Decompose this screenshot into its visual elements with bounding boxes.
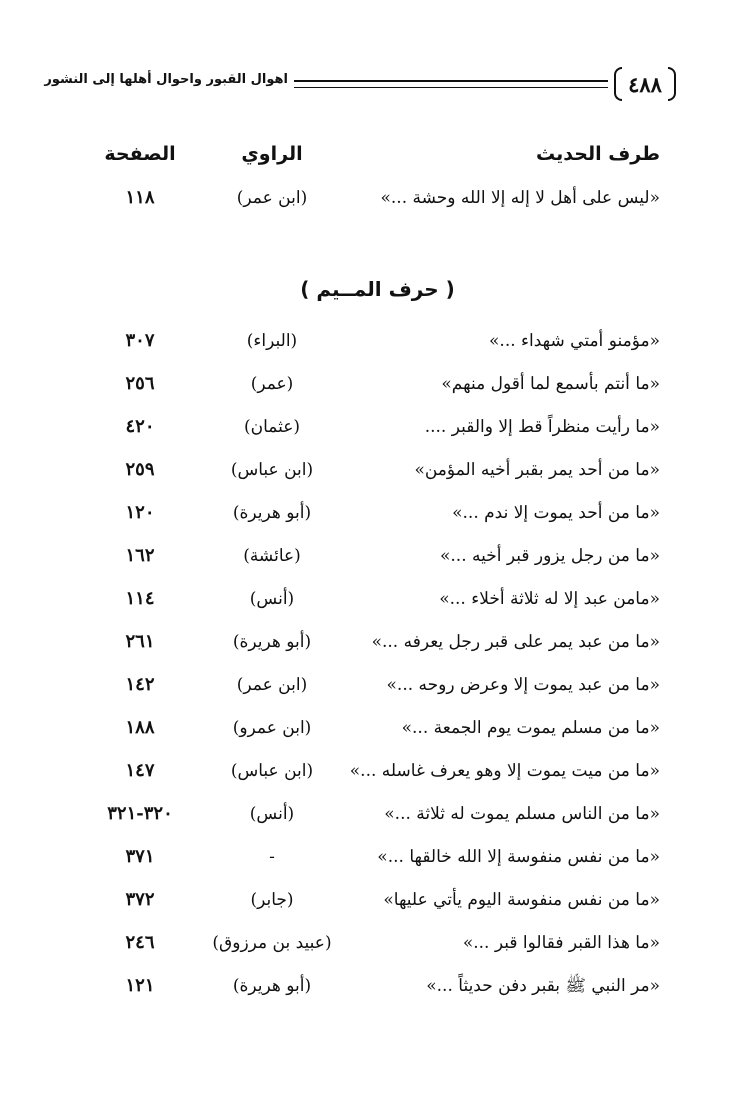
page-ref: ٣٧٢ [125, 889, 155, 910]
bracket-left [614, 67, 622, 101]
page-ref: ١١٨ [125, 187, 155, 208]
table-row [60, 366, 660, 402]
narrator: (أنس) [249, 589, 295, 609]
hadith-text: «ما من مسلم يموت يوم الجمعة ...» [401, 718, 660, 738]
hadith-text: «ما رأيت منظراً قط إلا والقبر .... [424, 417, 660, 437]
narrator: (عائشة) [243, 546, 301, 566]
page-ref: ٢٥٦ [125, 373, 155, 394]
table-row [60, 925, 660, 961]
page-number-frame [614, 64, 676, 104]
hadith-text: «ما أنتم بأسمع لما أقول منهم» [441, 374, 660, 394]
table-row [60, 180, 660, 216]
page-ref: ٢٦١ [125, 631, 155, 652]
table-row [60, 624, 660, 660]
running-title: اهوال القبور واحوال أهلها إلى النشور [44, 72, 288, 87]
page-ref: ١١٤ [125, 588, 155, 609]
hadith-text: «ما من رجل يزور قبر أخيه ...» [439, 546, 660, 566]
narrator: (ابن عباس) [230, 460, 314, 480]
page-ref: ٢٥٩ [125, 459, 155, 480]
page-ref: ٢٤٦ [125, 932, 155, 953]
narrator: - [269, 847, 275, 867]
hadith-text: «ليس على أهل لا إله إلا الله وحشة ...» [380, 188, 660, 208]
page-ref: ٤٢٠ [125, 416, 155, 437]
hadith-text: «مؤمنو أمتي شهداء ...» [489, 331, 660, 351]
hadith-text: «ما من عبد يمر على قبر رجل يعرفه ...» [371, 632, 660, 652]
narrator: (أبو هريرة) [232, 976, 312, 996]
page-ref: ١٢١ [125, 975, 155, 996]
page-ref: ٣٧١ [125, 846, 155, 867]
section-title: ( حرف المــيم ) [300, 277, 455, 301]
page-ref: ٣٠٧ [125, 330, 155, 351]
hadith-text: «ما من نفس منفوسة إلا الله خالقها ...» [377, 847, 660, 867]
table-row [60, 323, 660, 359]
hadith-text: «ما من الناس مسلم يموت له ثلاثة ...» [384, 804, 660, 824]
page-ref: ١٤٢ [125, 674, 155, 695]
column-header-page: الصفحة [104, 143, 176, 165]
table-row [60, 839, 660, 875]
narrator: (جابر) [250, 890, 294, 910]
narrator: (ابن عمر) [236, 188, 308, 208]
table-row [60, 409, 660, 445]
hadith-text: «ما من نفس منفوسة اليوم يأتي عليها» [383, 890, 660, 910]
page-ref: ١٦٢ [125, 545, 155, 566]
page-ref: ١٢٠ [125, 502, 155, 523]
table-row [60, 710, 660, 746]
column-headers [60, 136, 660, 172]
page-header [44, 64, 676, 108]
narrator: (البراء) [246, 331, 298, 351]
table-row [60, 667, 660, 703]
table-row [60, 882, 660, 918]
narrator: (ابن عباس) [230, 761, 314, 781]
narrator: (عمر) [250, 374, 294, 394]
narrator: (عبيد بن مرزوق) [212, 933, 332, 953]
header-rule [294, 80, 608, 88]
table-row [60, 495, 660, 531]
table-row [60, 452, 660, 488]
hadith-text: «مر النبي ﷺ بقبر دفن حديثاً ...» [426, 976, 660, 996]
bracket-right [668, 67, 676, 101]
narrator: (ابن عمر) [236, 675, 308, 695]
table-row [60, 968, 660, 1004]
table-row [60, 753, 660, 789]
page-ref: ٣٢٠-٣٢١ [107, 803, 173, 824]
hadith-text: «مامن عبد إلا له ثلاثة أخلاء ...» [439, 589, 660, 609]
hadith-text: «ما من ميت يموت إلا وهو يعرف غاسله ...» [349, 761, 660, 781]
hadith-text: «ما من أحد يمر بقبر أخيه المؤمن» [414, 460, 660, 480]
page-ref: ١٨٨ [125, 717, 155, 738]
narrator: (أبو هريرة) [232, 632, 312, 652]
hadith-text: «ما هذا القبر فقالوا قبر ...» [462, 933, 660, 953]
table-row [60, 796, 660, 832]
narrator: (عثمان) [243, 417, 301, 437]
page-number: ٤٨٨ [628, 71, 662, 97]
narrator: (أنس) [249, 804, 295, 824]
hadith-text: «ما من أحد يموت إلا ندم ...» [452, 503, 660, 523]
table-row [60, 538, 660, 574]
narrator: (ابن عمرو) [232, 718, 312, 738]
column-header-hadith: طرف الحديث [536, 143, 660, 165]
column-header-narrator: الراوي [241, 143, 303, 165]
hadith-text: «ما من عبد يموت إلا وعرض روحه ...» [386, 675, 660, 695]
page-ref: ١٤٧ [125, 760, 155, 781]
table-row [60, 581, 660, 617]
narrator: (أبو هريرة) [232, 503, 312, 523]
